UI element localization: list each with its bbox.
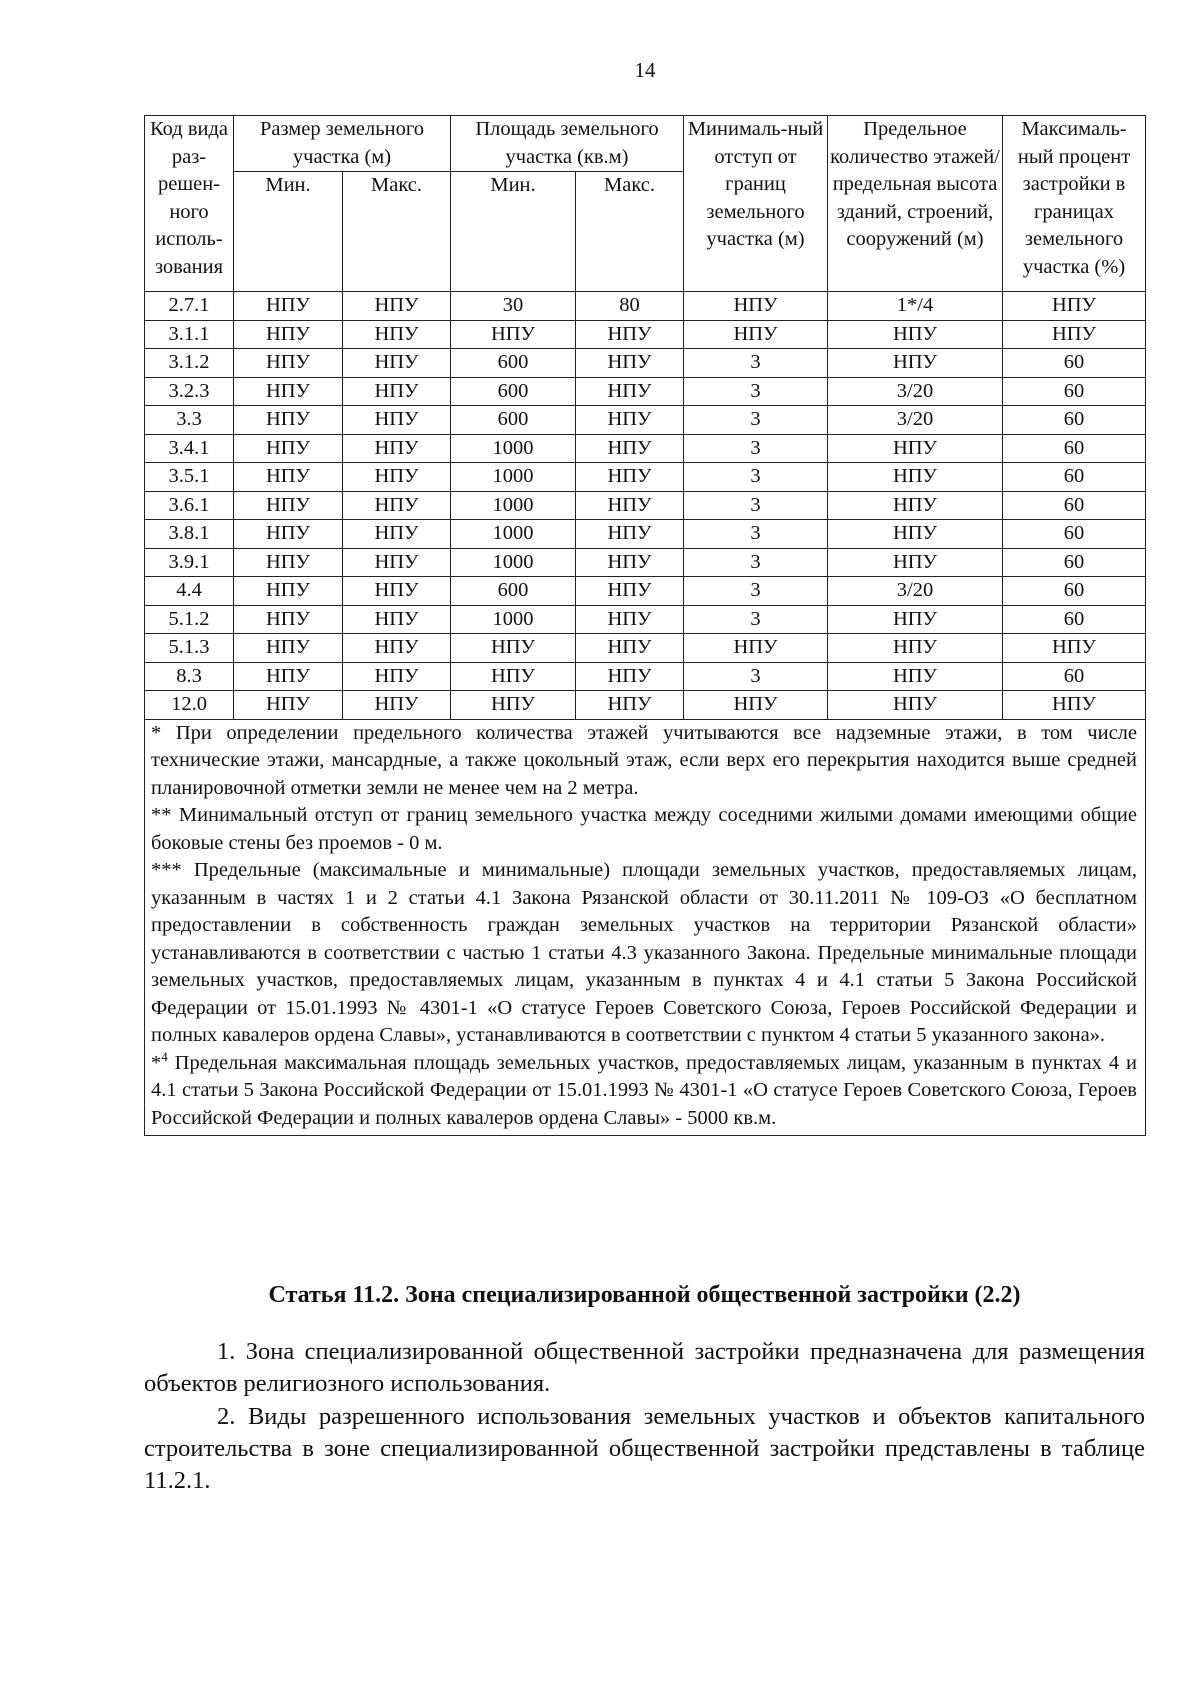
table-row — [145, 548, 1146, 577]
cell-size-min: НПУ — [234, 577, 343, 606]
cell-size-min: НПУ — [234, 406, 343, 435]
cell-floors: НПУ — [828, 463, 1003, 492]
cell-size-max: НПУ — [343, 292, 451, 321]
table-row — [145, 662, 1146, 691]
cell-size-min: НПУ — [234, 691, 343, 720]
cell-area-min: НПУ — [451, 662, 576, 691]
cell-setback: 3 — [684, 349, 828, 378]
cell-code: 4.4 — [145, 577, 234, 606]
page-number: 14 — [634, 58, 656, 82]
cell-area-min: 600 — [451, 377, 576, 406]
note-area-limits: *** Предельные (максимальные и минимальные) площади земельных участков, предоставляемых лицам, указанным в частях 1 и 2 статьи 4.1 Закона Рязанской области от 30.11.2011 № 109-ОЗ «О бесплатном предоставлении в собственность граждан земельных участков на территории Рязанской области» устанавливаются в соответствии с частью 1 статьи 4.3 указанного Закона. Предельные минимальные площади земельных участков, предоставляемых лицам, указанным в пунктах 4 и 4.1 статьи 5 Закона Российской Федерации от 15.01.1993 № 4301-1 «О статусе Героев Советского Союза, Героев Российской Федерации и полных кавалеров ордена Славы», устанавливаются в соответствии с пунктом 4 статьи 5 указанного закона». — [151, 859, 1137, 1046]
cell-floors: 3/20 — [828, 377, 1003, 406]
header-size-group: Размер земельного участка (м) — [234, 116, 451, 172]
cell-coverage: 60 — [1003, 605, 1146, 634]
table-row — [145, 463, 1146, 492]
cell-setback: 3 — [684, 577, 828, 606]
cell-area-max: 80 — [576, 292, 684, 321]
header-area-max: Макс. — [576, 172, 684, 292]
cell-area-min: 1000 — [451, 434, 576, 463]
cell-coverage: 60 — [1003, 662, 1146, 691]
cell-size-max: НПУ — [343, 491, 451, 520]
cell-size-max: НПУ — [343, 662, 451, 691]
note-max-area-mark: * — [151, 1051, 162, 1074]
cell-coverage: 60 — [1003, 434, 1146, 463]
cell-code: 8.3 — [145, 662, 234, 691]
cell-size-min: НПУ — [234, 349, 343, 378]
table-row — [145, 691, 1146, 720]
header-area-group: Площадь земельного участка (кв.м) — [451, 116, 684, 172]
cell-size-max: НПУ — [343, 548, 451, 577]
cell-coverage: 60 — [1003, 377, 1146, 406]
cell-size-max: НПУ — [343, 577, 451, 606]
table-notes — [145, 719, 1146, 1136]
header-size-max: Макс. — [343, 172, 451, 292]
cell-setback: 3 — [684, 605, 828, 634]
cell-area-max: НПУ — [576, 605, 684, 634]
cell-coverage: НПУ — [1003, 320, 1146, 349]
cell-floors: НПУ — [828, 349, 1003, 378]
cell-size-min: НПУ — [234, 292, 343, 321]
table-body — [145, 292, 1146, 1136]
cell-floors: НПУ — [828, 691, 1003, 720]
cell-coverage: НПУ — [1003, 292, 1146, 321]
cell-floors: 3/20 — [828, 406, 1003, 435]
cell-size-min: НПУ — [234, 320, 343, 349]
cell-coverage: 60 — [1003, 406, 1146, 435]
cell-setback: 3 — [684, 377, 828, 406]
article-paragraph-2: 2. Виды разрешенного использования земельных участков и объектов капитального строительства в зоне специализированной общественной застройки представлены в таблице 11.2.1. — [144, 1403, 1145, 1494]
cell-code: 5.1.2 — [145, 605, 234, 634]
cell-coverage: 60 — [1003, 491, 1146, 520]
cell-size-max: НПУ — [343, 434, 451, 463]
table-row — [145, 349, 1146, 378]
header-area-min: Мин. — [451, 172, 576, 292]
cell-area-max: НПУ — [576, 662, 684, 691]
cell-code: 3.5.1 — [145, 463, 234, 492]
cell-setback: 3 — [684, 491, 828, 520]
cell-area-min: НПУ — [451, 634, 576, 663]
table-row — [145, 634, 1146, 663]
cell-area-max: НПУ — [576, 406, 684, 435]
cell-size-min: НПУ — [234, 662, 343, 691]
cell-area-min: 600 — [451, 406, 576, 435]
table-row — [145, 406, 1146, 435]
cell-code: 5.1.3 — [145, 634, 234, 663]
cell-code: 3.9.1 — [145, 548, 234, 577]
cell-area-min: 1000 — [451, 463, 576, 492]
cell-setback: 3 — [684, 520, 828, 549]
article-title: Статья 11.2. Зона специализированной общественной застройки (2.2) — [268, 1282, 1021, 1308]
cell-area-max: НПУ — [576, 320, 684, 349]
cell-setback: 3 — [684, 662, 828, 691]
cell-floors: НПУ — [828, 548, 1003, 577]
note-max-area-text: Предельная максимальная площадь земельных участков, предоставляемых лицам, указанным в пунктах 4 и 4.1 статьи 5 Закона Российской Федерации от 15.01.1993 № 4301-1 «О статусе Героев Советского Союза, Героев Российской Федерации и полных кавалеров ордена Славы» - 5000 кв.м. — [151, 1051, 1137, 1129]
cell-area-max: НПУ — [576, 377, 684, 406]
table-row — [145, 520, 1146, 549]
cell-area-min: 600 — [451, 349, 576, 378]
cell-code: 3.6.1 — [145, 491, 234, 520]
cell-code: 3.3 — [145, 406, 234, 435]
cell-size-max: НПУ — [343, 377, 451, 406]
cell-area-max: НПУ — [576, 520, 684, 549]
cell-area-max: НПУ — [576, 548, 684, 577]
cell-area-max: НПУ — [576, 434, 684, 463]
header-code: Код вида раз-решен-ного исполь-зования — [145, 116, 234, 292]
cell-coverage: 60 — [1003, 349, 1146, 378]
cell-floors: НПУ — [828, 491, 1003, 520]
cell-setback: 3 — [684, 434, 828, 463]
cell-coverage: НПУ — [1003, 691, 1146, 720]
cell-area-min: 30 — [451, 292, 576, 321]
cell-size-max: НПУ — [343, 691, 451, 720]
cell-floors: НПУ — [828, 605, 1003, 634]
cell-size-max: НПУ — [343, 520, 451, 549]
cell-size-max: НПУ — [343, 349, 451, 378]
cell-size-min: НПУ — [234, 377, 343, 406]
land-use-table — [144, 115, 1146, 1136]
table-row — [145, 292, 1146, 321]
cell-setback: 3 — [684, 406, 828, 435]
cell-area-max: НПУ — [576, 634, 684, 663]
cell-coverage: 60 — [1003, 548, 1146, 577]
cell-size-min: НПУ — [234, 520, 343, 549]
cell-floors: НПУ — [828, 634, 1003, 663]
table-row — [145, 577, 1146, 606]
cell-coverage: 60 — [1003, 520, 1146, 549]
cell-area-min: 1000 — [451, 605, 576, 634]
cell-size-max: НПУ — [343, 320, 451, 349]
cell-setback: 3 — [684, 548, 828, 577]
cell-size-max: НПУ — [343, 605, 451, 634]
cell-code: 3.1.1 — [145, 320, 234, 349]
cell-setback: НПУ — [684, 320, 828, 349]
cell-setback: НПУ — [684, 691, 828, 720]
cell-coverage: 60 — [1003, 463, 1146, 492]
cell-size-min: НПУ — [234, 605, 343, 634]
cell-coverage: НПУ — [1003, 634, 1146, 663]
table-row — [145, 377, 1146, 406]
cell-size-max: НПУ — [343, 463, 451, 492]
cell-area-max: НПУ — [576, 463, 684, 492]
cell-size-max: НПУ — [343, 406, 451, 435]
cell-code: 2.7.1 — [145, 292, 234, 321]
cell-area-max: НПУ — [576, 349, 684, 378]
cell-floors: 1*/4 — [828, 292, 1003, 321]
cell-code: 3.4.1 — [145, 434, 234, 463]
cell-area-max: НПУ — [576, 577, 684, 606]
cell-floors: НПУ — [828, 434, 1003, 463]
table-row — [145, 605, 1146, 634]
header-size-min: Мин. — [234, 172, 343, 292]
cell-area-max: НПУ — [576, 691, 684, 720]
cell-area-min: 1000 — [451, 548, 576, 577]
cell-floors: НПУ — [828, 662, 1003, 691]
cell-area-min: НПУ — [451, 691, 576, 720]
cell-floors: НПУ — [828, 320, 1003, 349]
cell-code: 3.2.3 — [145, 377, 234, 406]
cell-code: 3.1.2 — [145, 349, 234, 378]
cell-area-min: 1000 — [451, 520, 576, 549]
cell-area-max: НПУ — [576, 491, 684, 520]
note-max-area — [151, 1050, 1137, 1133]
header-coverage: Максималь-ный процент застройки в границах земельного участка (%) — [1003, 116, 1146, 292]
cell-code: 3.8.1 — [145, 520, 234, 549]
cell-setback: 3 — [684, 463, 828, 492]
cell-size-min: НПУ — [234, 634, 343, 663]
cell-floors: НПУ — [828, 520, 1003, 549]
cell-size-min: НПУ — [234, 463, 343, 492]
table-row — [145, 320, 1146, 349]
cell-size-max: НПУ — [343, 634, 451, 663]
note-floors: * При определении предельного количества этажей учитываются все надземные этажи, в том числе технические этажи, мансардные, а также цокольный этаж, если верх его перекрытия находится выше средней планировочной отметки земли не менее чем на 2 метра. — [151, 721, 1137, 799]
cell-coverage: 60 — [1003, 577, 1146, 606]
cell-size-min: НПУ — [234, 434, 343, 463]
cell-area-min: 1000 — [451, 491, 576, 520]
cell-code: 12.0 — [145, 691, 234, 720]
note-max-area-sup: 4 — [161, 1048, 168, 1064]
cell-size-min: НПУ — [234, 548, 343, 577]
article-paragraph-1: 1. Зона специализированной общественной застройки предназначена для размещения объектов религиозного использования. — [144, 1338, 1145, 1397]
cell-setback: НПУ — [684, 292, 828, 321]
cell-size-min: НПУ — [234, 491, 343, 520]
cell-setback: НПУ — [684, 634, 828, 663]
header-floors: Предельное количество этажей/ предельная высота зданий, строений, сооружений (м) — [828, 116, 1003, 292]
table-row — [145, 491, 1146, 520]
header-setback: Минималь-ный отступ от границ земельного участка (м) — [684, 116, 828, 292]
cell-area-min: 600 — [451, 577, 576, 606]
note-setback: ** Минимальный отступ от границ земельного участка между соседними жилыми домами имеющими общие боковые стены без проемов - 0 м. — [151, 804, 1137, 854]
cell-area-min: НПУ — [451, 320, 576, 349]
cell-floors: 3/20 — [828, 577, 1003, 606]
table-row — [145, 434, 1146, 463]
